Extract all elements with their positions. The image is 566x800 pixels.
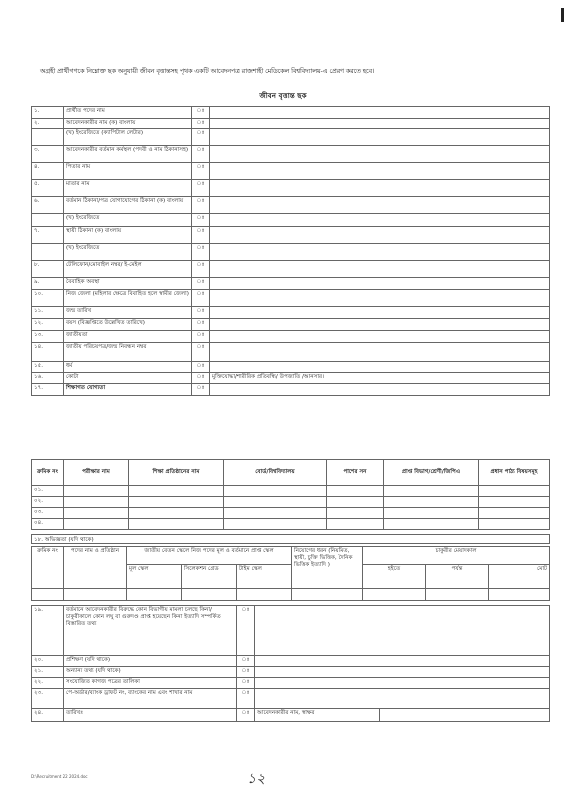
exp-empty-cell[interactable] [64,589,127,601]
edu-cell[interactable] [479,519,550,530]
colon-separator: ঃ [192,343,210,362]
exp-empty-cell[interactable] [127,589,182,601]
edu-cell[interactable] [64,486,129,497]
exp-empty-cell[interactable] [426,589,489,601]
edu-cell[interactable] [384,486,479,497]
edu-cell[interactable] [327,519,384,530]
form-row [32,244,550,261]
exp-header-type: নিয়োগের ধরন (নিয়মিত, স্থায়ী, চুক্তি ভিত্তিক, দৈনিক ভিত্তিক ইত্যাদি ) [292,547,363,589]
colon-separator: ঃ [192,214,210,227]
edu-cell[interactable] [64,519,129,530]
edu-cell[interactable] [479,497,550,508]
row-number: ২. [32,119,64,129]
signature-field[interactable] [380,709,550,722]
form-row [32,384,550,396]
date-label: তারিখঃ [64,709,237,722]
exp-empty-cell[interactable] [292,589,363,601]
edu-cell[interactable] [129,519,224,530]
edu-header-year: পাশের সন [327,460,384,486]
education-table [31,459,550,530]
row-number [32,244,64,261]
row-number: ১৭. [32,384,64,396]
answer-field[interactable] [210,119,550,129]
colon-separator: ঃ [192,197,210,214]
answer-field[interactable] [255,667,550,678]
row-label: বর্তমান ঠিকানা/পত্র যোগাযোগের ঠিকানা (ক) বাংলায় [64,197,192,214]
answer-field[interactable] [255,656,550,667]
row-label: সংযোজিত কাগজ পত্রের তালিকা [64,678,237,689]
edu-cell[interactable] [384,519,479,530]
experience-table [31,546,550,601]
form-row-date-sign [32,709,550,722]
edu-cell[interactable] [384,497,479,508]
form-row [32,656,550,667]
edu-cell[interactable] [327,497,384,508]
answer-field[interactable] [210,197,550,214]
colon-separator: ঃ [192,373,210,384]
row-number: ৯. [32,278,64,290]
row-number: ৭. [32,227,64,244]
edu-serial: ০৩. [32,508,64,519]
edu-header-subjects: প্রধান পাঠ্য বিষয়সমূহ [479,460,550,486]
edu-row [32,486,550,497]
row-number: ১১. [32,307,64,319]
answer-field[interactable] [210,214,550,227]
personal-info-table [31,106,550,396]
colon-separator: ঃ [237,606,255,656]
answer-field[interactable] [210,362,550,373]
answer-field[interactable]: মুক্তিযোদ্ধা/শারীরিক প্রতিবন্ধি/ উপজাতি /আনসার। [210,373,550,384]
colon-separator: ঃ [192,384,210,396]
answer-field[interactable] [210,227,550,244]
exp-sub-time-scale: টাইম স্কেল [237,565,292,589]
experience-label: ১৮. অভিজ্ঞতা (যদি থাকে) [31,534,550,544]
form-row [32,331,550,343]
intro-text: অগ্রহী প্রার্থীগণকে নিম্নোক্ত ছক অনুযায়ী জীবন বৃত্তান্তসহ পৃথক একটি আবেদনপত্র রাজশাহী মেডিকেল বিশ্ববিদ্যালয়-এ প্রেরণ করতে হবে। [40,67,375,75]
answer-field[interactable] [210,180,550,197]
row-label: বর্তমানে আবেদনকারীর বিরুদ্ধে কোন বিভাগীয় মামলা চলছে কিনা/চাকুরীকালে কোন লঘু বা গুরুদণ্ড প্রাপ্ত হয়েছেন কিনা ইত্যাদি সম্পর্কিত বিস্তারিত তথ্য [64,606,237,656]
edu-cell[interactable] [64,497,129,508]
row-number: ৪. [32,163,64,180]
answer-field[interactable] [255,606,550,656]
answer-field[interactable] [210,107,550,119]
row-label: পে-অর্ডার/ব্যাংক ড্রাফট নং, ব্যাংকের নাম এবং শাখার নাম [64,689,237,709]
colon-separator: ঃ [237,656,255,667]
row-number: ১০. [32,290,64,307]
form-row [32,278,550,290]
page-number: ১২ [247,771,266,787]
exp-header-serial: ক্রমিক নং [32,547,64,589]
row-label: জাতীয় পরিচয়পত্র/জন্ম নিবন্ধন নম্বর [64,343,192,362]
answer-field[interactable] [210,307,550,319]
colon-separator: ঃ [192,362,210,373]
row-label: (খ) ইংরেজিতে (ক্যাপিটাল লেটার) [64,129,192,146]
colon-separator: ঃ [192,146,210,163]
row-label: শিক্ষাগত যোগ্যতা [64,384,192,396]
row-number: ৫. [32,180,64,197]
edu-cell[interactable] [224,486,327,497]
row-label: নিজ জেলা (মহিলার ক্ষেত্রে বিবাহিত হলে স্বামীর জেলা) [64,290,192,307]
edu-header-result: প্রাপ্ত বিভাগ/শ্রেণী/জিপিএ [384,460,479,486]
exp-header-duration: চাকুরীর মেয়াদকাল [363,547,550,565]
answer-field[interactable] [210,146,550,163]
form-row [32,319,550,331]
edu-cell[interactable] [129,486,224,497]
edu-header-institute: শিক্ষা প্রতিষ্ঠানের নাম [129,460,224,486]
colon-separator: ঃ [192,180,210,197]
edu-header-board: বোর্ড/বিশ্ববিদ্যালয় [224,460,327,486]
colon-separator: ঃ [192,107,210,119]
colon-separator: ঃ [192,331,210,343]
exp-empty-cell[interactable] [237,589,292,601]
row-number: ২১. [32,667,64,678]
answer-field[interactable] [210,129,550,146]
form-row [32,373,550,384]
row-number: ২৩. [32,689,64,709]
colon-separator: ঃ [192,278,210,290]
edu-cell[interactable] [327,508,384,519]
form-row [32,163,550,180]
form-row [32,290,550,307]
colon-separator: ঃ [192,307,210,319]
row-number: ১. [32,107,64,119]
form-row [32,689,550,709]
exp-sub-from: হইতে [363,565,426,589]
other-info-table [31,605,550,722]
answer-field[interactable] [210,319,550,331]
colon-separator: ঃ [192,290,210,307]
edu-row [32,497,550,508]
edu-row [32,519,550,530]
colon-separator: ঃ [192,261,210,278]
colon-separator: ঃ [192,163,210,180]
row-number: ১২. [32,319,64,331]
colon-separator: ঃ [192,227,210,244]
row-label: আবেদনকারীর বর্তমান কর্মস্থল (পদবী ও নাম ঠিকানাসহ) [64,146,192,163]
form-row [32,343,550,362]
colon-separator: ঃ [192,319,210,331]
form-row [32,146,550,163]
row-label: টেলিফোন/মোবাইল নম্বর/ ই-মেইল [64,261,192,278]
form-row [32,307,550,319]
colon-separator: ঃ [192,129,210,146]
colon-separator: ঃ [237,678,255,689]
form-row [32,678,550,689]
row-number: ১৪. [32,343,64,362]
edu-header-serial: ক্রমিক নং [32,460,64,486]
edu-serial: ০২. [32,497,64,508]
form-row [32,107,550,119]
row-number: ১৯. [32,606,64,656]
edu-cell[interactable] [129,508,224,519]
row-number: ১৬. [32,373,64,384]
answer-field[interactable] [255,689,550,709]
row-number: ৬. [32,197,64,214]
row-label: বৈবাহিক অবস্থা [64,278,192,290]
row-label: প্রশিক্ষণ (যদি থাকে) [64,656,237,667]
exp-empty-cell[interactable] [32,589,64,601]
form-row [32,667,550,678]
colon-separator: ঃ [192,119,210,129]
row-label: জন্ম তারিখ [64,307,192,319]
row-number: ১৫. [32,362,64,373]
form-row [32,180,550,197]
row-label: অন্যান্য তথ্য (যদি থাকে) [64,667,237,678]
exp-empty-cell[interactable] [182,589,237,601]
form-row [32,129,550,146]
colon-separator: ঃ [237,689,255,709]
answer-field[interactable] [210,244,550,261]
form-row [32,227,550,244]
edu-row [32,508,550,519]
row-label: (খ) ইংরেজিতে [64,244,192,261]
row-label: পিতার নাম [64,163,192,180]
edu-header-exam: পরীক্ষার নাম [64,460,129,486]
file-path-note: D:\Recruitment 22 2024.doc [31,774,88,779]
exp-empty-cell[interactable] [489,589,550,601]
row-label: প্রার্থীত পদের নাম [64,107,192,119]
edu-cell[interactable] [327,486,384,497]
row-number: ৮. [32,261,64,278]
answer-field[interactable] [210,163,550,180]
edu-cell[interactable] [224,519,327,530]
answer-field[interactable] [210,331,550,343]
exp-sub-to: পর্যন্ত [426,565,489,589]
exp-header-scale: জাতীয় বেতন স্কেলে নিজ পদের মূল ও বর্তমানে প্রাপ্ত স্কেল [127,547,292,565]
signature-label: আবেদনকারীর নাম, স্বাক্ষর [255,709,380,722]
edu-cell[interactable] [384,508,479,519]
row-label: কোটা [64,373,192,384]
page-edge-mark [561,8,564,22]
answer-field[interactable] [210,278,550,290]
form-row [32,214,550,227]
colon-separator: ঃ [237,667,255,678]
edu-cell[interactable] [479,486,550,497]
row-label: বয়স (বিজ্ঞপ্তিতে উল্লেখিত তারিখে) [64,319,192,331]
answer-field[interactable] [210,261,550,278]
form-row [32,197,550,214]
row-number: ২২. [32,678,64,689]
colon-separator: ঃ [192,244,210,261]
edu-cell[interactable] [129,497,224,508]
exp-sub-main-scale: মূল স্কেল [127,565,182,589]
form-row [32,362,550,373]
exp-sub-total: মোট [489,565,550,589]
row-label: ধর্ম [64,362,192,373]
answer-field[interactable] [210,384,550,396]
exp-sub-selection-grade: সিলেকশন গ্রেড [182,565,237,589]
row-number [32,129,64,146]
edu-cell[interactable] [479,508,550,519]
row-label: (খ) ইংরেজিতে [64,214,192,227]
edu-cell[interactable] [224,497,327,508]
row-number: ৩. [32,146,64,163]
form-row [32,261,550,278]
edu-serial: ০১. [32,486,64,497]
row-label: স্থায়ী ঠিকানা (ক) বাংলায় [64,227,192,244]
answer-field[interactable] [210,343,550,362]
row-number: ২৪. [32,709,64,722]
edu-cell[interactable] [224,508,327,519]
row-label: জাতীয়তা [64,331,192,343]
row-label: মাতার নাম [64,180,192,197]
form-row [32,606,550,656]
row-label: আবেদনকারীর নাম (ক) বাংলায় [64,119,192,129]
answer-field[interactable] [255,678,550,689]
edu-serial: ০৪. [32,519,64,530]
row-number [32,214,64,227]
answer-field[interactable] [210,290,550,307]
row-number: ২০. [32,656,64,667]
colon-separator: ঃ [237,709,255,722]
edu-cell[interactable] [64,508,129,519]
form-row [32,119,550,129]
exp-header-post: পদের নাম ও প্রতিষ্ঠান [64,547,127,589]
exp-empty-cell[interactable] [363,589,426,601]
row-number: ১৩. [32,331,64,343]
form-title: জীবন বৃত্তান্ত ছক [259,91,307,100]
